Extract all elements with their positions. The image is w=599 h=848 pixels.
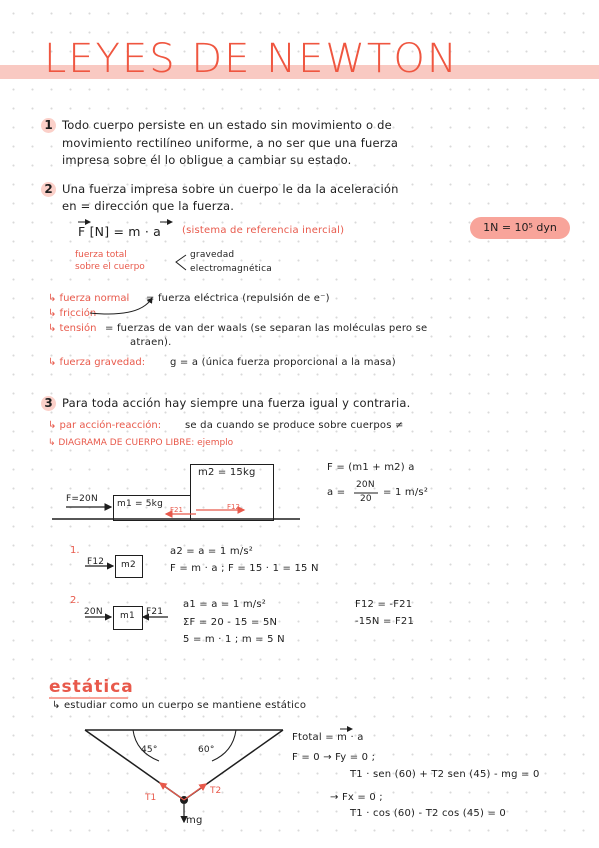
- law1-line3: impresa sobre él lo obligue a cambiar su estado.: [62, 153, 352, 167]
- m2-label: m2 = 15kg: [198, 467, 256, 478]
- example-eq2-num: 20N: [356, 480, 375, 490]
- page-title: LEYES DE NEWTON: [44, 36, 459, 82]
- angle-arc-right: [212, 730, 236, 761]
- static-eq1: Ftotal = m · a: [292, 732, 364, 743]
- par-desc: se da cuando se produce sobre cuerpos ≠: [185, 420, 404, 431]
- case2-number: 2.: [70, 595, 80, 606]
- static-eq3: T1 · sen (60) + T2 sen (45) - mg = 0: [350, 769, 540, 780]
- f12-label: F12: [227, 503, 240, 511]
- angle-45: 45°: [141, 745, 158, 755]
- t2-arrow: [184, 784, 206, 800]
- sobre-cuerpo-label: sobre el cuerpo: [75, 262, 145, 272]
- example-eq2b: = 1 m/s²: [383, 487, 429, 498]
- case2-eq1: a1 = a = 1 m/s²: [183, 599, 266, 610]
- par-label: ↳ par acción-reacción:: [48, 420, 162, 431]
- m1-label: m1 = 5kg: [117, 499, 164, 509]
- law2-number: 2: [41, 182, 56, 197]
- friction-arrow: [90, 298, 152, 314]
- case2-eq3: 5 = m · 1 ; m = 5 N: [183, 634, 285, 645]
- normal-label: ↳ fuerza normal: [48, 293, 130, 304]
- tension-label: ↳ tensión: [48, 323, 97, 334]
- law3-line1: Para toda acción hay siempre una fuerza igual y contraria.: [62, 396, 411, 410]
- case2-side2: -15N = F21: [355, 616, 415, 627]
- tension-desc: = fuerzas de van der waals (se separan las moléculas pero se: [105, 323, 428, 334]
- case1-number: 1.: [70, 545, 80, 556]
- case2-left: 20N: [84, 607, 103, 617]
- bracket: [176, 255, 186, 270]
- case1-eq2: F = m · a ; F = 15 · 1 = 15 N: [170, 563, 319, 574]
- mg-label: mg: [186, 815, 203, 826]
- case2-eq2: ΣF = 20 - 15 = 5N: [183, 617, 278, 628]
- t1-arrow: [160, 783, 184, 800]
- tension-desc2: atraen).: [130, 337, 172, 348]
- example-eq2a: a =: [327, 487, 346, 498]
- law1-line2: movimiento rectilíneo uniforme, a no ser que una fuerza: [62, 136, 399, 150]
- case2-side1: F12 = -F21: [355, 599, 413, 610]
- fuerza-total-label: fuerza total: [75, 250, 127, 260]
- electromagnetica-label: electromagnética: [190, 264, 272, 274]
- estatica-title: estática: [49, 677, 134, 697]
- t2-label: T2: [210, 786, 222, 796]
- law3-number: 3: [41, 396, 56, 411]
- law1-line1: Todo cuerpo persiste en un estado sin movimiento o de: [62, 118, 392, 132]
- gravedad-fuerza-desc: g = a (única fuerza proporcional a la masa): [170, 357, 396, 368]
- gravedad-fuerza-label: ↳ fuerza gravedad:: [48, 357, 146, 368]
- case1-eq1: a2 = a = 1 m/s²: [170, 546, 253, 557]
- unit-pill: 1N = 10⁵ dyn: [470, 217, 570, 239]
- case1-box-label: m2: [121, 560, 136, 570]
- static-eq2: F = 0 → Fy = 0 ;: [292, 752, 376, 763]
- case2-box-label: m1: [120, 611, 135, 621]
- gravedad-label: gravedad: [190, 250, 235, 260]
- law2-line2: en = dirección que la fuerza.: [62, 199, 235, 213]
- f21-label: F21: [170, 506, 183, 514]
- static-eq4: → Fx = 0 ;: [330, 792, 383, 803]
- law1-number: 1: [41, 118, 56, 133]
- static-eq5: T1 · cos (60) - T2 cos (45) = 0: [350, 808, 506, 819]
- estatica-desc: ↳ estudiar como un cuerpo se mantiene estático: [52, 700, 307, 711]
- angle-arc-left: [133, 730, 159, 761]
- force-label: F=20N: [66, 494, 98, 504]
- diagrama-label: ↳ DIAGRAMA DE CUERPO LIBRE: ejemplo: [48, 438, 234, 448]
- formula-note: (sistema de referencia inercial): [182, 225, 345, 236]
- case2-right: F21: [146, 607, 164, 617]
- example-eq1: F = (m1 + m2) a: [327, 462, 415, 473]
- normal-desc: = fuerza eléctrica (repulsión de e⁻): [146, 293, 330, 304]
- case1-force: F12: [87, 557, 105, 567]
- newton-formula: F [N] = m · a: [78, 224, 162, 239]
- example-eq2-den: 20: [360, 494, 372, 504]
- friccion-label: ↳ fricción: [48, 308, 97, 319]
- angle-60: 60°: [198, 745, 215, 755]
- t1-label: T1: [145, 793, 157, 803]
- law2-line1: Una fuerza impresa sobre un cuerpo le da la aceleración: [62, 182, 399, 196]
